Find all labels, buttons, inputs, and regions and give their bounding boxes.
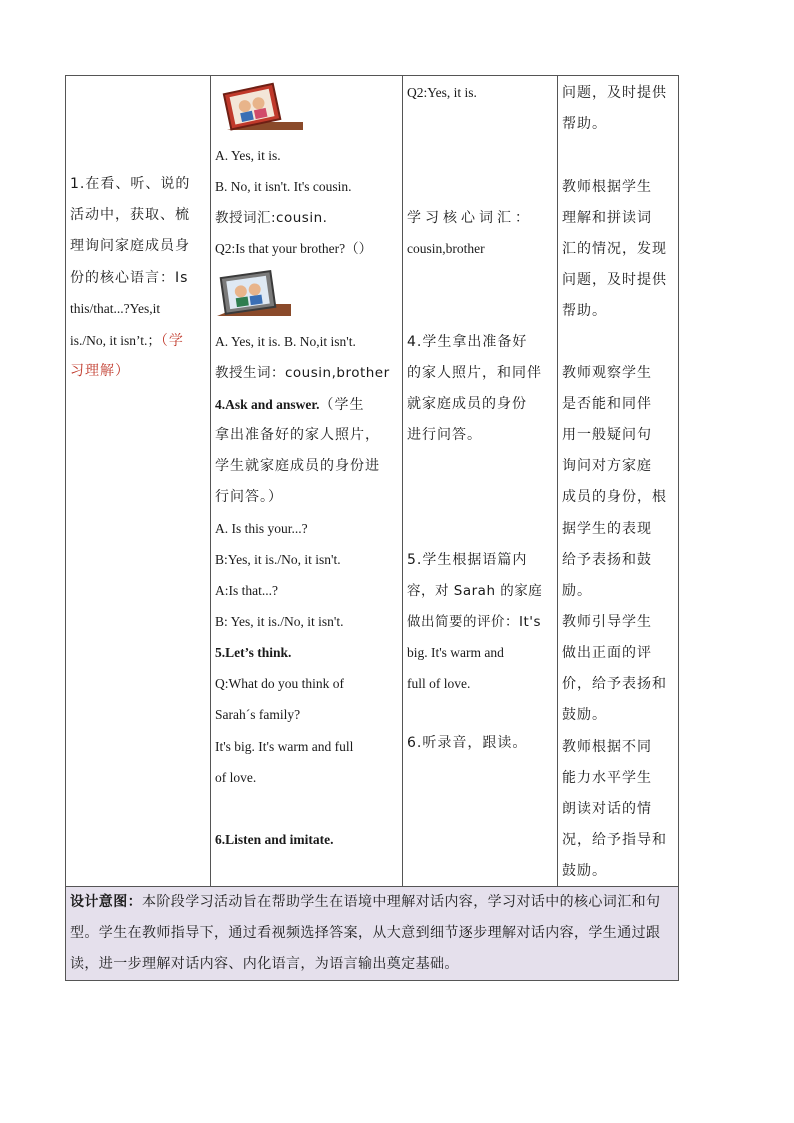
assessment-line: 鼓励。 — [562, 707, 607, 723]
dialogue-line: B:Yes, it is./No, it isn't. — [215, 552, 341, 567]
assessment-line: 价，给予表扬和 — [562, 676, 667, 692]
objective-cell — [66, 76, 211, 887]
assessment-line: 教师根据学生 — [562, 179, 652, 195]
assessment-line: 成员的身份，根 — [562, 489, 667, 505]
answer-text: Q2:Yes, it is. — [407, 85, 477, 100]
vocab-note: 教授词汇:cousin. — [215, 210, 328, 226]
objective-line: 1.在看、听、说的 — [70, 176, 191, 192]
assessment-line: 问题，及时提供 — [562, 272, 667, 288]
student-activity-line: 做出简要的评价：It's — [407, 614, 542, 630]
step-title: 5.Let’s think. — [215, 645, 292, 660]
answer-text: of love. — [215, 770, 257, 785]
learning-level-label: 习理解） — [70, 363, 130, 379]
student-activity-line: 的家人照片，和同伴 — [407, 365, 542, 381]
brother-photo-icon — [217, 270, 291, 320]
objective-line: 理询问家庭成员身 — [70, 238, 190, 254]
assessment-line: 给予表扬和鼓 — [562, 552, 652, 568]
answer-option: A. Yes, it is. — [215, 148, 281, 163]
student-activity-cell — [403, 76, 558, 887]
objective-line: 活动中，获取、梳 — [70, 207, 190, 223]
question-text: Sarah´s family? — [215, 707, 301, 722]
design-intent-body: 本阶段学习活动旨在帮助学生在语境中理解对话内容，学习对话中的核心词汇和句型。学生在教师指导下，通过看视频选择答案，从大意到细节逐步理解对话内容，学生通过跟读，进一步理解对话内容、内化语言，为语言输出奠定基础。 — [70, 894, 661, 972]
question-text: Q2:Is that your brother?（） — [215, 241, 373, 256]
objective-text: is./No, it isn’t.； — [70, 333, 161, 348]
student-activity-line: 进行问答。 — [407, 427, 482, 443]
step-desc: 拿出准备好的家人照片， — [215, 427, 380, 443]
assessment-line: 理解和拼读词 — [562, 210, 652, 226]
assessment-line: 帮助。 — [562, 116, 607, 132]
activity-row — [66, 76, 679, 887]
design-intent-cell — [66, 887, 679, 981]
assessment-line: 据学生的表现 — [562, 521, 652, 537]
question-text: Q:What do you think of — [215, 676, 344, 691]
vocab-label: 学习核心词汇： — [407, 210, 533, 226]
assessment-cell — [558, 76, 679, 887]
assessment-line: 励。 — [562, 583, 592, 599]
assessment-line: 做出正面的评 — [562, 645, 652, 661]
vocab-note: 教授生词：cousin,brother — [215, 365, 390, 381]
assessment-line: 问题，及时提供 — [562, 85, 667, 101]
dialogue-line: A. Is this your...? — [215, 521, 308, 536]
dialogue-line: A:Is that...? — [215, 583, 278, 598]
step-desc: 学生就家庭成员的身份进 — [215, 458, 380, 474]
assessment-line: 询问对方家庭 — [562, 458, 652, 474]
objective-line: 份的核心语言：Is — [70, 270, 189, 286]
answer-option: A. Yes, it is. B. No,it isn't. — [215, 334, 356, 349]
student-activity-line: 4.学生拿出准备好 — [407, 334, 528, 350]
answer-text: It's big. It's warm and full — [215, 739, 354, 754]
step-title: 6.Listen and imitate. — [215, 832, 334, 847]
assessment-line: 况，给予指导和 — [562, 832, 667, 848]
activity-cell — [211, 76, 403, 887]
family-photo-frame-icon — [217, 82, 303, 134]
assessment-line: 帮助。 — [562, 303, 607, 319]
student-activity-line: 5.学生根据语篇内 — [407, 552, 528, 568]
step-heading — [215, 394, 365, 415]
student-activity-line: 6.听录音，跟读。 — [407, 735, 528, 751]
assessment-line: 用一般疑问句 — [562, 427, 652, 443]
design-intent-row — [66, 887, 679, 981]
lesson-plan-table — [65, 75, 679, 981]
step-desc: （学生 — [319, 397, 365, 413]
answer-option: B. No, it isn't. It's cousin. — [215, 179, 352, 194]
assessment-line: 鼓励。 — [562, 863, 607, 879]
assessment-line: 朗读对话的情 — [562, 801, 652, 817]
assessment-line: 教师引导学生 — [562, 614, 652, 630]
objective-line: this/that...?Yes,it — [70, 301, 161, 316]
design-intent-label: 设计意图： — [70, 894, 142, 910]
assessment-line: 教师观察学生 — [562, 365, 652, 381]
step-title: 4.Ask and answer. — [215, 397, 320, 412]
student-activity-line: 容，对 Sarah 的家庭 — [407, 583, 543, 599]
assessment-line: 汇的情况，发现 — [562, 241, 667, 257]
vocab-words: cousin,brother — [407, 241, 485, 256]
objective-line — [70, 330, 184, 351]
step-desc: 行问答。） — [215, 489, 283, 505]
assessment-line: 能力水平学生 — [562, 770, 652, 786]
learning-level-label: （学 — [160, 333, 184, 349]
assessment-line: 是否能和同伴 — [562, 396, 652, 412]
design-intent-text — [70, 887, 674, 980]
dialogue-line: B: Yes, it is./No, it isn't. — [215, 614, 344, 629]
student-activity-line: 就家庭成员的身份 — [407, 396, 527, 412]
assessment-line: 教师根据不同 — [562, 739, 652, 755]
student-activity-line: big. It's warm and — [407, 645, 504, 660]
student-activity-line: full of love. — [407, 676, 471, 691]
